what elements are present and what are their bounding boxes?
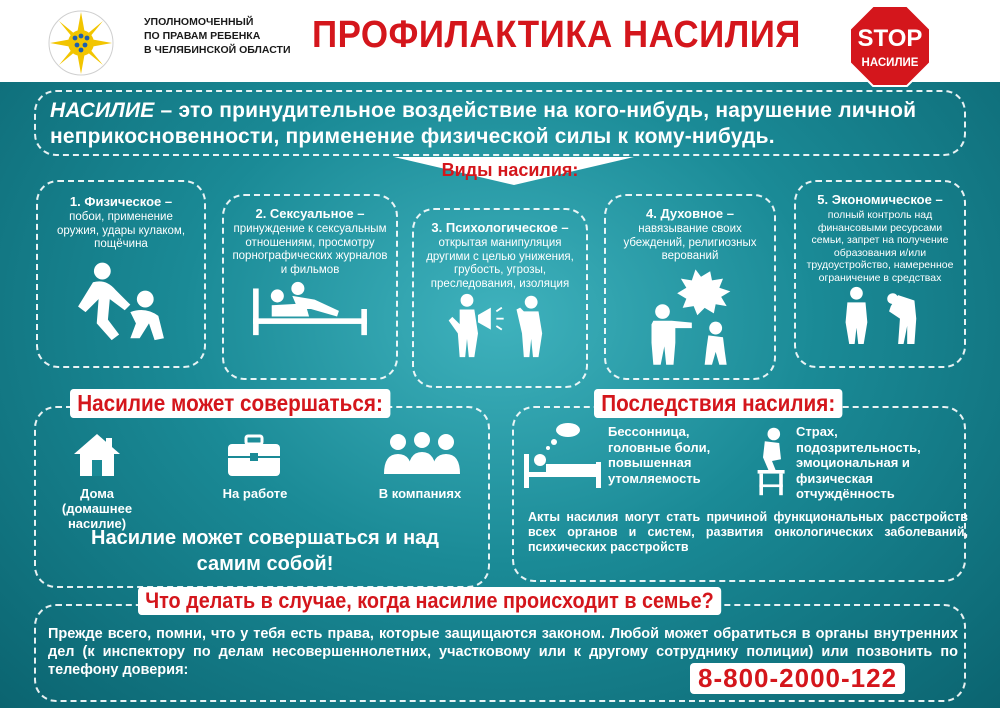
place-company: В компаниях	[378, 486, 462, 501]
organization-name	[144, 15, 314, 57]
type-title: 1. Физическое –	[69, 194, 173, 209]
type-card-economic	[794, 180, 966, 368]
type-title: 5. Экономическое –	[817, 192, 943, 207]
type-card-spiritual	[604, 194, 776, 380]
type-desc: принуждение к сексуальным отношениям, просмотру порнографических журналов и фильмов	[232, 223, 388, 276]
family-text: Прежде всего, помни, что у тебя есть права, которые защищаются законом. Любой может обратиться в органы внутренних дел (к инспектору по делам несовершеннолетних, участковому или к другому сотруднику полиции) или позвонить по телефону доверия:	[48, 626, 958, 678]
shout-icon	[635, 266, 745, 370]
definition-text: – это принудительное воздействие на кого-нибудь, нарушение личной неприкосновенности, применение физической силы к кому-нибудь.	[50, 99, 917, 148]
sun-logo-icon	[48, 10, 114, 76]
acts-text: Акты насилия могут стать причиной функциональных расстройств всех органов и систем, развития онкологических заболеваний, психических расстройств	[528, 510, 968, 554]
consequence-insomnia: Бессонница, головные боли, повышенная утомляемость	[608, 424, 711, 486]
consequence-fear: Страх, подозрительность, эмоциональная и физическая отчуждённость	[796, 424, 921, 501]
page-title: ПРОФИЛАКТИКА НАСИЛИЯ	[312, 14, 801, 56]
definition-box	[34, 90, 966, 156]
group-icon	[382, 432, 462, 476]
type-desc: побои, применение оружия, удары кулаком, пощёчина	[56, 211, 186, 250]
type-title: 2. Сексуальное –	[255, 206, 365, 221]
stop-sign-icon	[848, 4, 932, 88]
megaphone-icon	[430, 293, 570, 359]
type-desc: полный контроль над финансовыми ресурсами семьи, запрет на получение образования и/или трудоустройство, намеренное ограничение в средствах	[806, 209, 954, 284]
place-work: На работе	[222, 486, 288, 501]
stop-word: STOP	[857, 25, 923, 52]
where-heading: Насилие может совершаться:	[70, 389, 390, 418]
org-line-1: УПОЛНОМОЧЕННЫЙ	[144, 16, 254, 28]
fear-icon	[754, 424, 790, 498]
insomnia-icon	[520, 420, 604, 490]
hotline-phone[interactable]: 8-800-2000-122	[690, 663, 905, 694]
type-card-psychological	[412, 208, 588, 388]
org-line-3: В ЧЕЛЯБИНСКОЙ ОБЛАСТИ	[144, 44, 291, 56]
header-bar	[0, 0, 1000, 82]
types-heading: Виды насилия:	[441, 160, 579, 180]
stop-subtitle: НАСИЛИЕ	[861, 57, 919, 69]
type-title: 3. Психологическое –	[431, 220, 569, 235]
house-icon	[72, 432, 122, 478]
briefcase-icon	[226, 434, 282, 478]
type-card-physical	[36, 180, 206, 368]
type-title: 4. Духовное –	[646, 206, 734, 221]
type-desc: навязывание своих убеждений, религиозных верований	[623, 223, 757, 262]
org-line-2: ПО ПРАВАМ РЕБЕНКА	[144, 30, 261, 42]
control-icon	[825, 286, 935, 344]
type-desc: открытая манипуляция другими с целью унижения, грубость, угрозы, преследования, изоляция	[426, 237, 574, 290]
consequences-heading: Последствия насилия:	[594, 389, 842, 418]
place-home: Дома (домашнее насилие)	[61, 486, 133, 531]
definition-term: НАСИЛИЕ	[50, 99, 155, 122]
fight-icon	[61, 258, 181, 342]
type-card-sexual	[222, 194, 398, 380]
family-heading: Что делать в случае, когда насилие происходит в семье?	[138, 587, 721, 615]
bed-icon	[245, 281, 375, 337]
self-violence-text: Насилие может совершаться и над самим собой!	[91, 527, 439, 575]
